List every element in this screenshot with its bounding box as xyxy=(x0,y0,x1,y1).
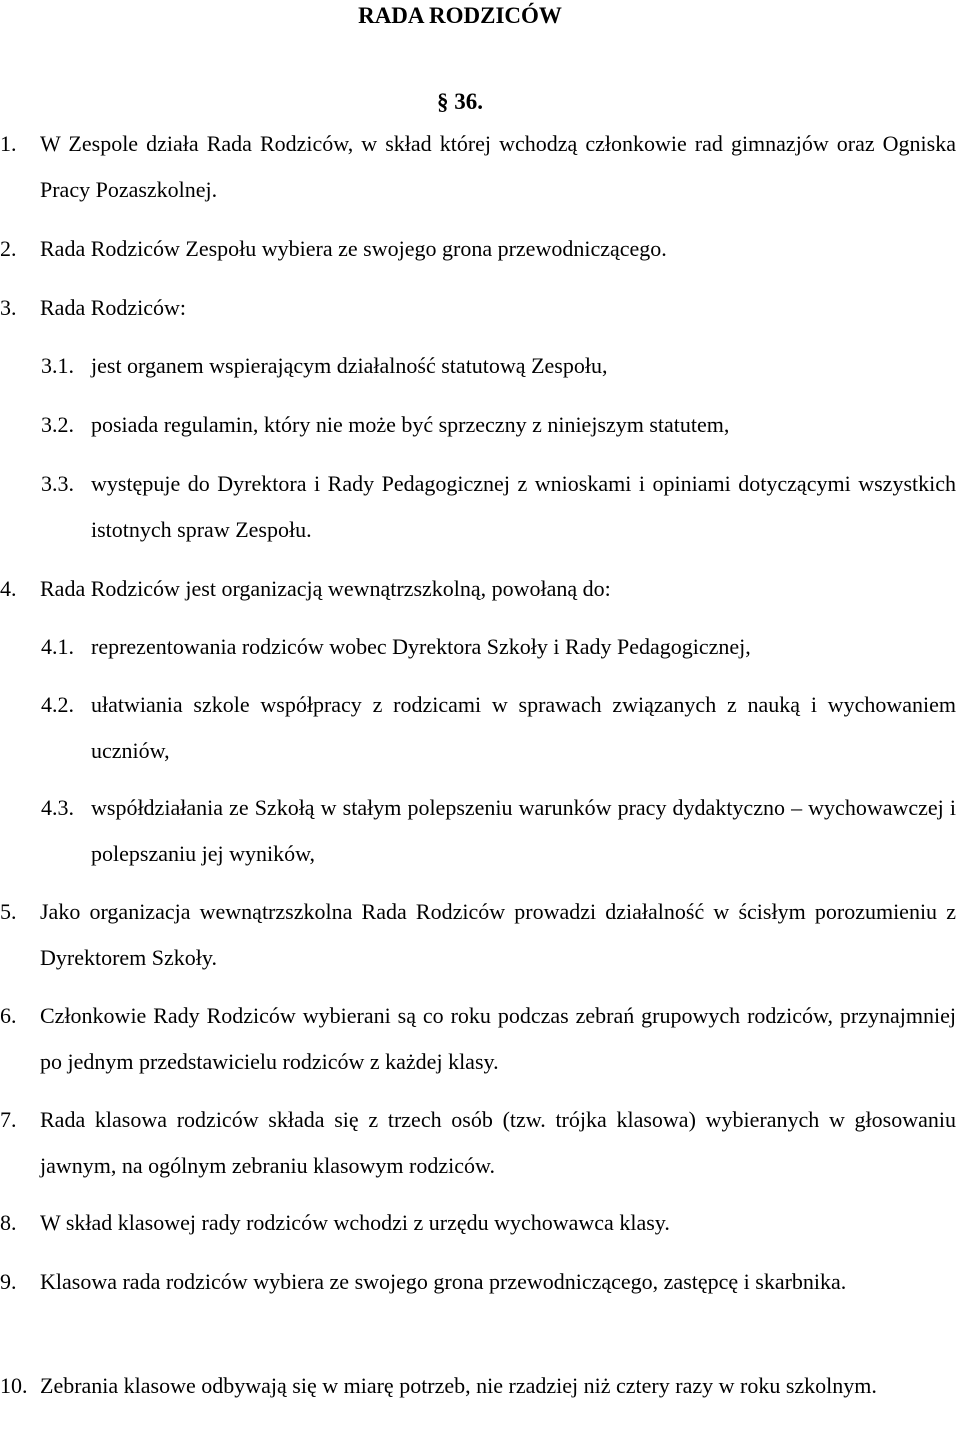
list-item xyxy=(0,226,956,272)
item-number: 3.3. xyxy=(41,471,74,496)
item-text: posiada regulamin, który nie może być sprzeczny z niniejszym statutem, xyxy=(91,412,730,437)
item-number: 4.1. xyxy=(41,634,74,659)
item-text: Rada klasowa rodziców składa się z trzech osób (tzw. trójka klasowa) wybieranych w głosowaniu jawnym, na ogólnym zebraniu klasowym rodziców. xyxy=(40,1107,956,1178)
item-text: Rada Rodziców Zespołu wybiera ze swojego grona przewodniczącego. xyxy=(40,236,667,261)
list-item xyxy=(0,993,956,1085)
item-text: Jako organizacja wewnątrzszkolna Rada Rodziców prowadzi działalność w ścisłym porozumieniu z Dyrektorem Szkoły. xyxy=(40,899,956,970)
sub-list-item xyxy=(41,624,956,670)
list-item xyxy=(0,1200,956,1246)
item-text: W skład klasowej rady rodziców wchodzi z urzędu wychowawca klasy. xyxy=(40,1210,670,1235)
item-text: współdziałania ze Szkołą w stałym polepszeniu warunków pracy dydaktyczno – wychowawczej i polepszaniu jej wyników, xyxy=(91,795,956,866)
item-number: 4. xyxy=(0,576,17,601)
item-text: występuje do Dyrektora i Rady Pedagogicznej z wnioskami i opiniami dotyczącymi wszystkich istotnych spraw Zespołu. xyxy=(91,471,956,542)
item-text: W Zespole działa Rada Rodziców, w skład której wchodzą członkowie rad gimnazjów oraz Ogniska Pracy Pozaszkolnej. xyxy=(40,131,956,202)
sub-list-item xyxy=(41,343,956,389)
list-item xyxy=(0,566,956,612)
sub-list-item xyxy=(41,461,956,553)
item-text: Zebrania klasowe odbywają się w miarę potrzeb, nie rzadziej niż cztery razy w roku szkolnym. xyxy=(40,1373,877,1398)
item-number: 2. xyxy=(0,236,17,261)
item-number: 4.3. xyxy=(41,795,74,820)
list-item xyxy=(0,1363,956,1409)
list-item xyxy=(0,285,956,331)
item-text: jest organem wspierającym działalność statutową Zespołu, xyxy=(91,353,608,378)
sub-list-item xyxy=(41,785,956,877)
sub-list-item xyxy=(41,402,956,448)
item-number: 3. xyxy=(0,295,17,320)
item-number: 8. xyxy=(0,1210,17,1235)
item-text: Rada Rodziców: xyxy=(40,295,187,320)
list-item xyxy=(0,889,956,981)
sub-list-item xyxy=(41,682,956,774)
section-number: § 36. xyxy=(437,89,483,114)
item-number: 10. xyxy=(0,1373,28,1398)
item-text: Członkowie Rady Rodziców wybierani są co roku podczas zebrań grupowych rodziców, przynajmniej po jednym przedstawicielu rodziców z każdej klasy. xyxy=(40,1003,956,1074)
list-item xyxy=(0,121,956,213)
item-number: 3.2. xyxy=(41,412,74,437)
document-title: RADA RODZICÓW xyxy=(358,3,562,28)
item-number: 5. xyxy=(0,899,17,924)
item-number: 6. xyxy=(0,1003,17,1028)
item-text: ułatwiania szkole współpracy z rodzicami w sprawach związanych z nauką i wychowaniem uczniów, xyxy=(91,692,956,763)
item-number: 1. xyxy=(0,131,17,156)
item-text: reprezentowania rodziców wobec Dyrektora Szkoły i Rady Pedagogicznej, xyxy=(91,634,751,659)
item-number: 3.1. xyxy=(41,353,74,378)
list-item xyxy=(0,1259,956,1305)
item-number: 9. xyxy=(0,1269,17,1294)
item-number: 7. xyxy=(0,1107,17,1132)
item-number: 4.2. xyxy=(41,692,74,717)
list-item xyxy=(0,1097,956,1189)
item-text: Rada Rodziców jest organizacją wewnątrzszkolną, powołaną do: xyxy=(40,576,611,601)
item-text: Klasowa rada rodziców wybiera ze swojego grona przewodniczącego, zastępcę i skarbnika. xyxy=(40,1269,847,1294)
